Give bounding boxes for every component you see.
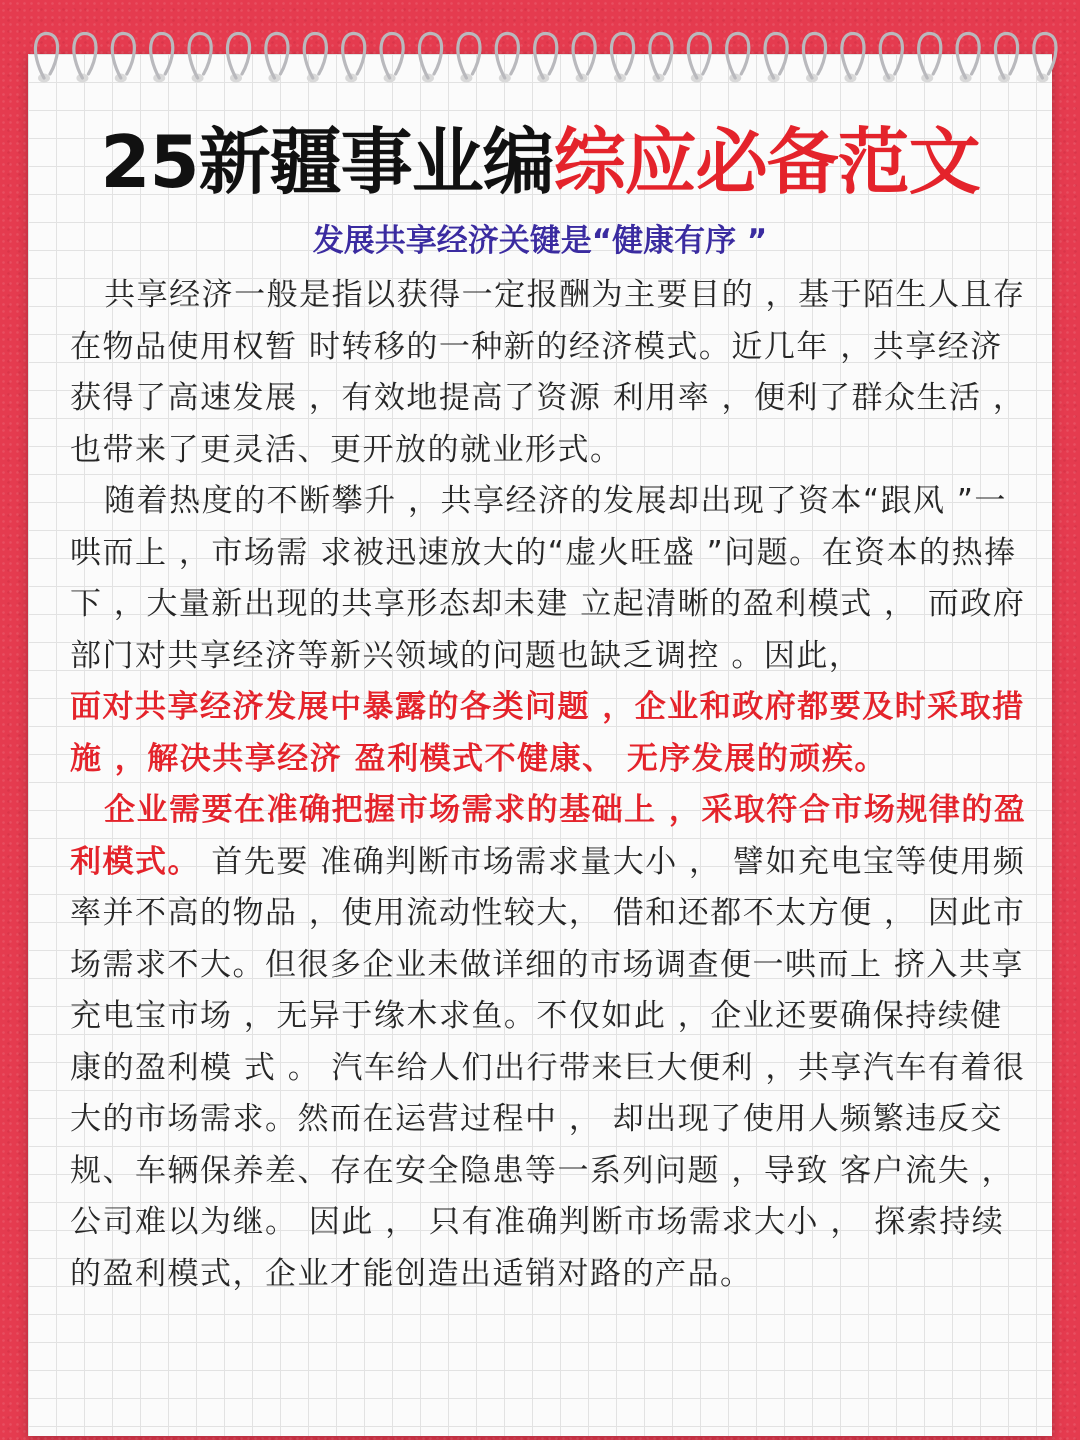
title-red-part: 综应必备范文: [553, 120, 980, 204]
essay-body: [70, 270, 1030, 1300]
paragraph-1: 共享经济一般是指以获得一定报酬为主要目的 ，基于陌生人且存在物品使用权暂 时转移的一种新的经济模式。近几年 ，共享经济获得了高速发展 ，有效地提高了资源 利用率 ，便利了群众生活 ，也带来了更灵活、更开放的就业形式。: [70, 277, 1026, 468]
paragraph-2: 随着热度的不断攀升 ，共享经济的发展却出现了资本“跟风 ”一哄而上 ，市场需 求被迅速放大的“虚火旺盛 ”问题。在资本的热捧下 ，大量新出现的共享形态却未建 立起清晰的盈利模式 ， 而政府部门对共享经济等新兴领域的问题也缺乏调控 。因此，: [70, 483, 1026, 674]
paragraph-3-highlight: 面对共享经济发展中暴露的各类问题 ，企业和政府都要及时采取措施 ，解决共享经济 盈利模式不健康、 无序发展的顽疾。: [70, 689, 1025, 777]
paragraph-4-highlight: 企业需要在准确把握市场需求的基础上 ，采取符合市场规律的盈利模式。: [70, 792, 1027, 880]
paragraph-4: [70, 785, 1030, 1300]
essay-subtitle: 发展共享经济关键是“健康有序 ”: [312, 223, 768, 259]
title-black-part: 25新疆事业编: [100, 120, 554, 204]
page-title: [0, 112, 1080, 212]
paragraph-4-text: 首先要 准确判断市场需求量大小 ， 譬如充电宝等使用频率并不高的物品 ，使用流动性较大， 借和还都不太方便 ， 因此市场需求不大。但很多企业未做详细的市场调查便一哄而上 挤入共享充电宝市场 ，无异于缘木求鱼。不仅如此 ，企业还要确保持续健康的盈利模 式 。 汽车给人们出行带来巨大便利 ，共享汽车有着很大的市场需求。然而在运营过程中 ， 却出现了使用人频繁违反交规、车辆保养差、存在安全隐患等一系列问题 ，导致 客户流失 ， 公司难以为继。 因此 ， 只有准确判断市场需求大小 ， 探索持续的盈利模式，企业才能创造出适销对路的产品。: [70, 843, 1026, 1292]
